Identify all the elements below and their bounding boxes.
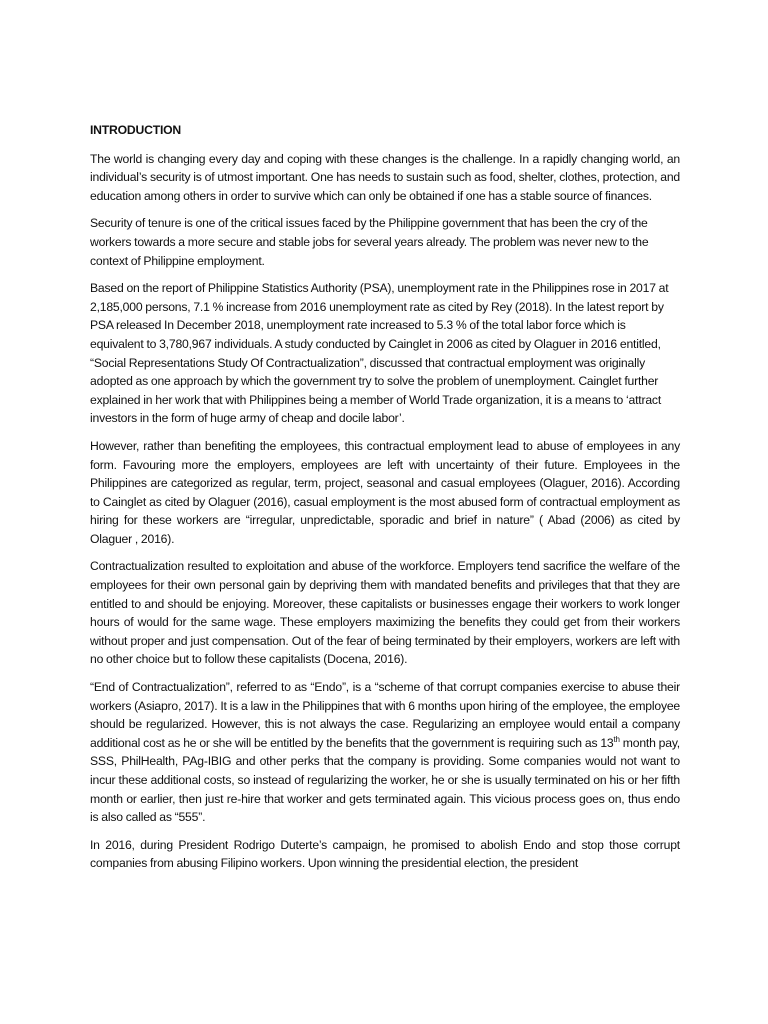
paragraph-6-text-b: month pay, SSS, PhilHealth, PAg-IBIG and other perks that the company is providing. Some companies would not want to incur these additional costs, so instead of regularizing the worker, he or she is usually terminated on his or her fifth month or earlier, then just re-hire that worker and gets terminated again. This vicious process goes on, thus endo is also called as “555”. bbox=[90, 735, 680, 825]
document-page bbox=[90, 121, 680, 882]
paragraph-6-text-a: “End of Contractualization”, referred to as “Endo”, is a “scheme of that corrupt companies exercise to abuse their workers (Asiapro, 2017). It is a law in the Philippines that with 6 months upon hiring of the employee, the employee should be regularized. However, this is not always the case. Regularizing an employee would entail a company additional cost as he or she will be entitled by the benefits that the government is requiring such as 13 bbox=[90, 680, 680, 750]
paragraph-7: In 2016, during President Rodrigo Duterte’s campaign, he promised to abolish Endo and stop those corrupt companies from abusing Filipino workers. Upon winning the presidential election, the president bbox=[90, 837, 680, 871]
paragraph-3: Based on the report of Philippine Statistics Authority (PSA), unemployment rate in the Philippines rose in 2017 at 2,185,000 persons, 7.1 % increase from 2016 unemployment rate as cited by Rey (2018). In the latest report by PSA released In December 2018, unemployment rate increased to 5.3 % of the total labor force which is equivalent to 3,780,967 individuals. A study conducted by Cainglet in 2006 as cited by Olaguer in 2016 entitled, “Social Representations Study Of Contractualization”, discussed that contractual employment was originally adopted as one approach by which the government try to solve the problem of unemployment. Cainglet further explained in her work that with Philippines being a member of World Trade organization, it is a means to ‘attract investors in the form of huge army of cheap and docile labor’. bbox=[90, 281, 669, 426]
ordinal-superscript: th bbox=[613, 734, 620, 744]
paragraph-4: However, rather than benefiting the employees, this contractual employment lead to abuse of employees in any form. Favouring more the employers, employees are left with uncertainty of their future. Employees in the Philippines are categorized as regular, term, project, seasonal and casual employees (Olaguer, 2016). According to Cainglet as cited by Olaguer (2016), casual employment is the most abused form of contractual employment as hiring for these workers are “irregular, unpredictable, sporadic and brief in nature” ( Abad (2006) as cited by Olaguer , 2016). bbox=[90, 438, 680, 546]
paragraph-1: The world is changing every day and coping with these changes is the challenge. In a rapidly changing world, an individual’s security is of utmost important. One has needs to sustain such as food, shelter, clothes, protection, and education among others in order to survive which can only be obtained if one has a stable source of finances. bbox=[90, 151, 680, 203]
section-heading: INTRODUCTION bbox=[90, 123, 182, 137]
paragraph-5: Contractualization resulted to exploitation and abuse of the workforce. Employers tend sacrifice the welfare of the employees for their own personal gain by depriving them with mandated benefits and privileges that that they are entitled to and should be enjoying. Moreover, these capitalists or businesses engage their workers to work longer hours of would for the same wage. These employers maximizing the benefits they could get from their workers without proper and just compensation. Out of the fear of being terminated by their employers, workers are left with no other choice but to follow these capitalists (Docena, 2016). bbox=[90, 559, 680, 667]
paragraph-6 bbox=[90, 678, 680, 827]
paragraph-2: Security of tenure is one of the critical issues faced by the Philippine government that has been the cry of the workers towards a more secure and stable jobs for several years already. The problem was never new to the context of Philippine employment. bbox=[90, 216, 649, 268]
